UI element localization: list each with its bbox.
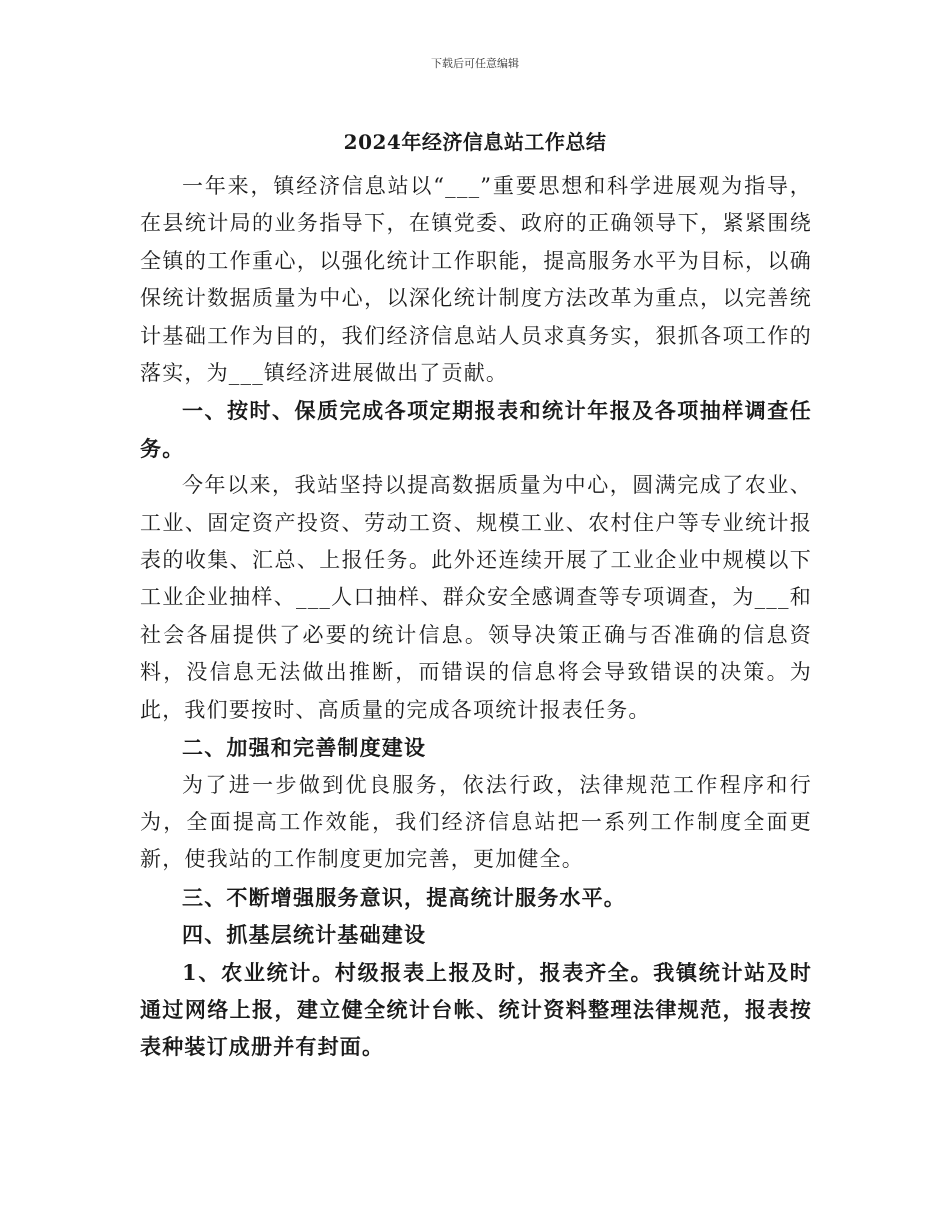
section-4-item-1: 1、农业统计。村级报表上报及时，报表齐全。我镇统计站及时通过网络上报，建立健全统计台帐、统计资料整理法律规范，报表按表种装订成册并有封面。 — [140, 959, 812, 1060]
intro-paragraph: 一年来，镇经济信息站以“___”重要思想和科学进展观为指导，在县统计局的业务指导下，在镇党委、政府的正确领导下，紧紧围绕全镇的工作重心，以强化统计工作职能，提高服务水平为目标，以确保统计数据质量为中心，以深化统计制度方法改革为重点，以完善统计基础工作为目的，我们经济信息站人员求真务实，狠抓各项工作的落实，为___镇经济进展做出了贡献。 — [140, 174, 812, 386]
section-2-paragraph: 为了进一步做到优良服务，依法行政，法律规范工作程序和行为，全面提高工作效能，我们经济信息站把一系列工作制度全面更新，使我站的工作制度更加完善，更加健全。 — [140, 772, 812, 872]
section-heading-2: 二、加强和完善制度建设 — [182, 735, 427, 761]
section-1-paragraph: 今年以来，我站坚持以提高数据质量为中心，圆满完成了农业、工业、固定资产投资、劳动工资、规模工业、农村住户等专业统计报表的收集、汇总、上报任务。此外还连续开展了工业企业中规模以下工业企业抽样、___人口抽样、群众安全感调查等专项调查，为___和社会各届提供了必要的统计信息。领导决策正确与否准确的信息资料，没信息无法做出推断，而错误的信息将会导致错误的决策。为此，我们要按时、高质量的完成各项统计报表任务。 — [140, 473, 812, 722]
section-heading-4: 四、抓基层统计基础建设 — [182, 922, 427, 948]
document-title: 2024年经济信息站工作总结 — [343, 130, 607, 154]
header-note: 下载后可任意编辑 — [431, 57, 519, 70]
document-body — [140, 168, 812, 1066]
section-heading-1: 一、按时、保质完成各项定期报表和统计年报及各项抽样调查任务。 — [140, 398, 812, 461]
section-heading-3: 三、不断增强服务意识，提高统计服务水平。 — [182, 884, 626, 910]
